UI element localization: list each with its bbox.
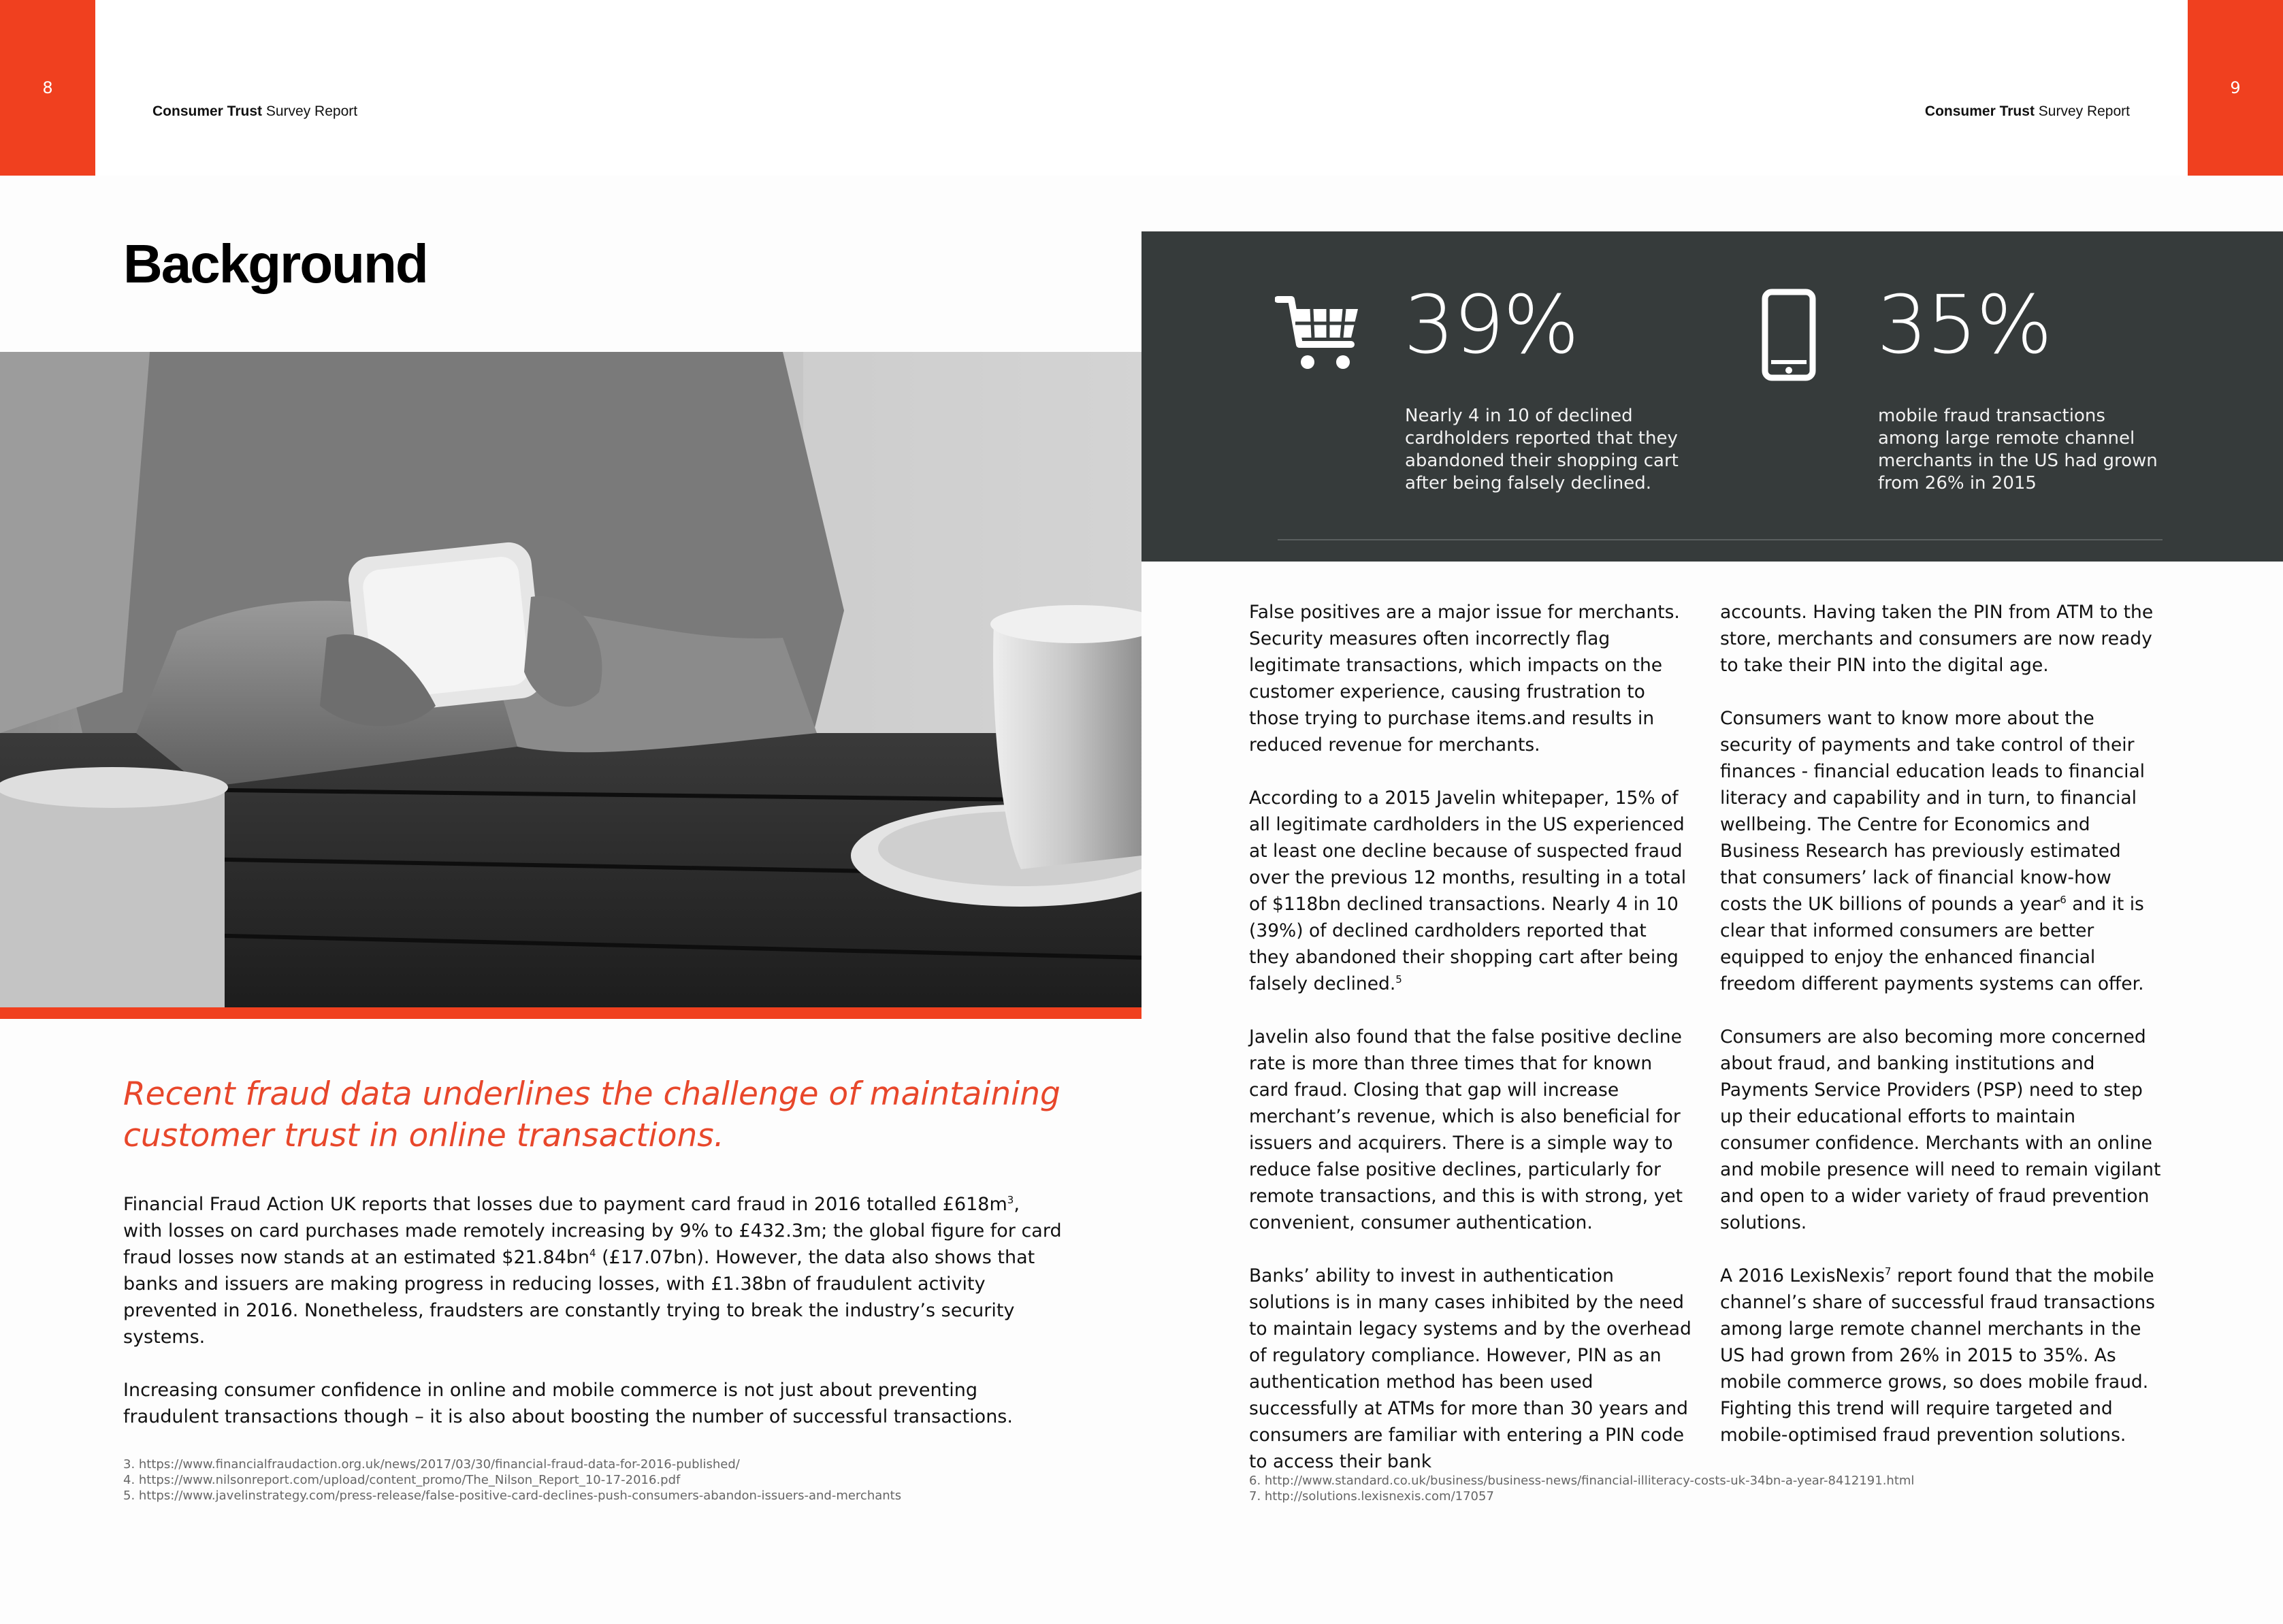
body-paragraph: False positives are a major issue for merchants. Security measures often incorrectly flag legitimate transactions, which impacts on the customer experience, causing frustration to those trying to purchase items.and results in reduced revenue for merchants.: [1249, 602, 1680, 756]
pull-quote-line: customer trust in online transactions.: [123, 1117, 724, 1154]
stats-panel: [1142, 231, 2283, 562]
accent-bar: [0, 1007, 1142, 1019]
footnote-link[interactable]: 7. http://solutions.lexisnexis.com/17057: [1249, 1489, 1494, 1504]
pull-quote-line: Recent fraud data underlines the challenge of maintaining: [123, 1075, 1060, 1113]
right-page: [1142, 0, 2283, 1624]
stat-caption: mobile fraud transactions among large remote channel merchants in the US had grown from 26% in 2015: [1878, 406, 2158, 493]
body-paragraph: accounts. Having taken the PIN from ATM to the store, merchants and consumers are now ready to take their PIN into the digital age.: [1720, 602, 2154, 676]
footnote-ref: 5: [1395, 973, 1402, 986]
footnote-link[interactable]: 4. https://www.nilsonreport.com/upload/content_promo/The_Nilson_Report_10-17-2016.pdf: [123, 1473, 681, 1487]
page-number: 9: [2230, 78, 2241, 97]
footnote-ref: 6: [2060, 894, 2067, 907]
stat-value: 39%: [1404, 278, 1578, 372]
body-column: [1720, 599, 2163, 1475]
footnote-link[interactable]: 5. https://www.javelinstrategy.com/press-release/false-positive-card-declines-push-consumers-abandon-issuers-and-merchants: [123, 1489, 902, 1503]
footnote-ref: 4: [589, 1247, 596, 1259]
stat-caption: Nearly 4 in 10 of declined cardholders reported that they abandoned their shopping cart after being falsely declined.: [1405, 406, 1679, 493]
shopping-cart-icon: [1275, 294, 1361, 373]
footnotes: [1249, 1473, 1914, 1504]
section-title: Background: [123, 233, 427, 294]
body-paragraph: Javelin also found that the false positive decline rate is more than three times that for known card fraud. Closing that gap will increase merchant’s revenue, which is also beneficial for issuers and acquirers. There is a simple way to reduce false positive declines, particularly for remote transactions, and this is with strong, yet convenient, consumer authentication.: [1249, 1026, 1683, 1233]
pull-quote: [123, 1073, 1076, 1156]
running-title: [1925, 103, 2130, 120]
hero-photo: [0, 352, 1142, 1019]
page-number-tab: [0, 0, 95, 176]
page-header: [0, 0, 1142, 176]
running-title-bold: Consumer Trust: [1924, 103, 2035, 119]
running-title-rest: Survey Report: [262, 103, 358, 119]
divider: [1278, 539, 2163, 540]
stat-value: 35%: [1877, 278, 2052, 372]
body-column: [1249, 599, 1691, 1501]
body-paragraph: Increasing consumer confidence in online and mobile commerce is not just about preventing fraudulent transactions though – it is also about boosting the number of successful transactions.: [123, 1380, 1013, 1427]
body-paragraph: Consumers are also becoming more concerned about fraud, and banking institutions and Payments Service Providers (PSP) need to step up their educational efforts to maintain consumer confidence. Merchants with an online and mobile presence will need to remain vigilant and open to a wider variety of fraud prevention solutions.: [1720, 1026, 2161, 1233]
footnote-ref: 3: [1007, 1194, 1014, 1206]
running-title: [152, 103, 357, 120]
footnote-link[interactable]: 3. https://www.financialfraudaction.org.uk/news/2017/03/30/financial-fraud-data-for-2016-published/: [123, 1457, 740, 1472]
body-paragraph: According to a 2015 Javelin whitepaper, 15% of all legitimate cardholders in the US experienced at least one decline because of suspected fraud over the previous 12 months, resulting in a total of $118bn declined transactions. Nearly 4 in 10 (39%) of declined cardholders reported that they abandoned their shopping cart after being falsely declined.$^5$: [1249, 787, 1687, 994]
footnote-ref: 7: [1884, 1265, 1892, 1278]
body-paragraph: Financial Fraud Action UK reports that losses due to payment card fraud in 2016 totalled $£618m^3$, with losses on card purchases made remotely increasing by 9% to £432.3m; the global figure for card fraud losses now stands at an estimated $\$21.84bn^4$ (£17.07bn). However, the data also shows that banks and issuers are making progress in reducing losses, with £1.38bn of fraudulent activity prevented in 2016. Nonetheless, fraudsters are constantly trying to break the industry’s security systems.: [123, 1194, 1062, 1348]
left-body-text: [123, 1191, 1063, 1457]
page-number-tab: [2188, 0, 2283, 176]
footnote-link[interactable]: 6. http://www.standard.co.uk/business/business-news/financial-illiteracy-costs-uk-34bn-a-year-8412191.html: [1249, 1474, 1915, 1488]
body-paragraph: Banks’ ability to invest in authentication solutions is in many cases inhibited by the need to maintain legacy systems and by the overhead of regulatory compliance. However, PIN as an authentication method has been used successfully at ATMs for more than 30 years and consumers are familiar with entering a PIN code to access their bank: [1249, 1265, 1691, 1472]
body-paragraph: A 2016 LexisNexis$^7$ report found that the mobile channel’s share of successful fraud transactions among large remote channel merchants in the US had grown from 26% in 2015 to 35%. As mobile commerce grows, so does mobile fraud. Fighting this trend will require targeted and mobile-optimised fraud prevention solutions.: [1720, 1265, 2155, 1446]
mobile-phone-icon: [1762, 289, 1816, 381]
body-paragraph: Consumers want to know more about the security of payments and take control of their finances - financial education leads to financial literacy and capability and in turn, to financial wellbeing. The Centre for Economics and Business Research has previously estimated that consumers’ lack of financial know-how costs the UK billions of pounds a year$^6$ and it is clear that informed consumers are better equipped to enjoy the enhanced financial freedom different payments systems can offer.: [1720, 708, 2146, 994]
running-title-rest: Survey Report: [2034, 103, 2130, 119]
phone-and-coffee-photo: [0, 352, 1142, 1019]
page-header: [1142, 0, 2283, 176]
page-number: 8: [42, 78, 53, 97]
running-title-bold: Consumer Trust: [152, 103, 263, 119]
footnotes: [123, 1457, 901, 1504]
